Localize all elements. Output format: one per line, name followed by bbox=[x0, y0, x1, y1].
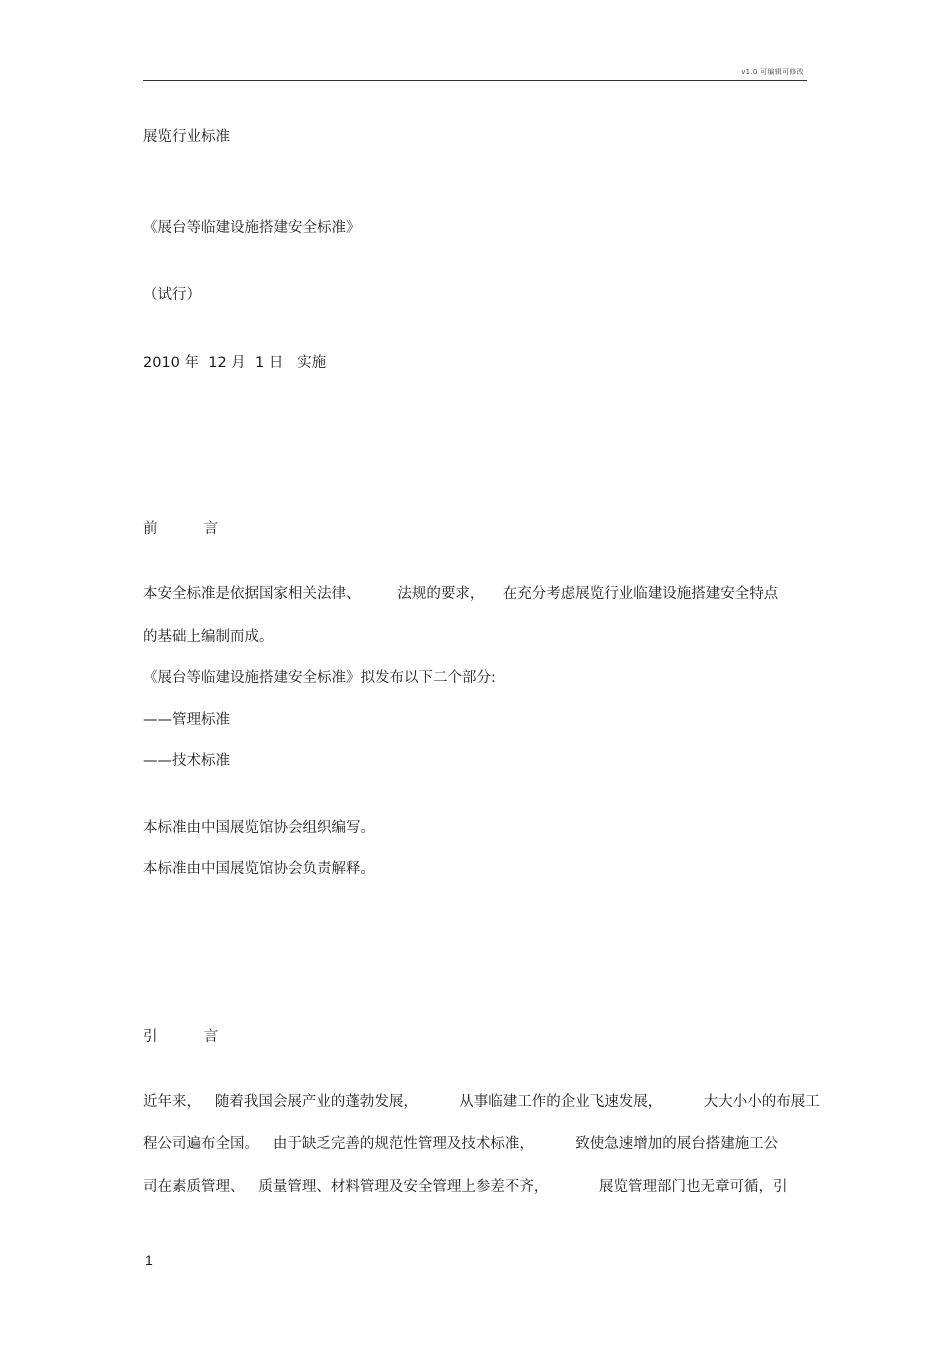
foreword-heading: 前 言 bbox=[143, 521, 219, 537]
intro-line: 程公司遍布全国。 由于缺乏完善的规范性管理及技术标准， 致使急速增加的展台搭建施工公 bbox=[143, 1136, 779, 1152]
document-title: 《展台等临建设施搭建安全标准》 bbox=[143, 220, 361, 236]
document-category: 展览行业标准 bbox=[143, 129, 230, 145]
header-rule bbox=[143, 80, 807, 81]
intro-heading: 引 言 bbox=[143, 1029, 219, 1045]
page-number: 1 bbox=[145, 1252, 153, 1268]
document-trial-note: （试行） bbox=[143, 287, 201, 303]
foreword-line: ——管理标准 bbox=[143, 712, 230, 728]
foreword-line: 《展台等临建设施搭建安全标准》拟发布以下二个部分: bbox=[143, 670, 496, 686]
intro-line: 近年来， 随着我国会展产业的蓬勃发展， 从事临建工作的企业飞速发展， 大大小小的布展工 bbox=[143, 1094, 820, 1110]
foreword-line: 本标准由中国展览馆协会负责解释。 bbox=[143, 861, 375, 877]
foreword-line: 本标准由中国展览馆协会组织编写。 bbox=[143, 820, 375, 836]
header-version-note: v1.0 可编辑可修改 bbox=[741, 68, 804, 76]
intro-line: 司在素质管理、 质量管理、材料管理及安全管理上参差不齐， 展览管理部门也无章可循，引 bbox=[143, 1179, 788, 1195]
foreword-line: 的基础上编制而成。 bbox=[143, 629, 274, 645]
effective-date: 2010 年 12 月 1 日 实施 bbox=[143, 355, 327, 371]
foreword-line: 本安全标准是依据国家相关法律、 法规的要求， 在充分考虑展览行业临建设施搭建安全特点 bbox=[143, 586, 779, 602]
foreword-line: ——技术标准 bbox=[143, 753, 230, 769]
